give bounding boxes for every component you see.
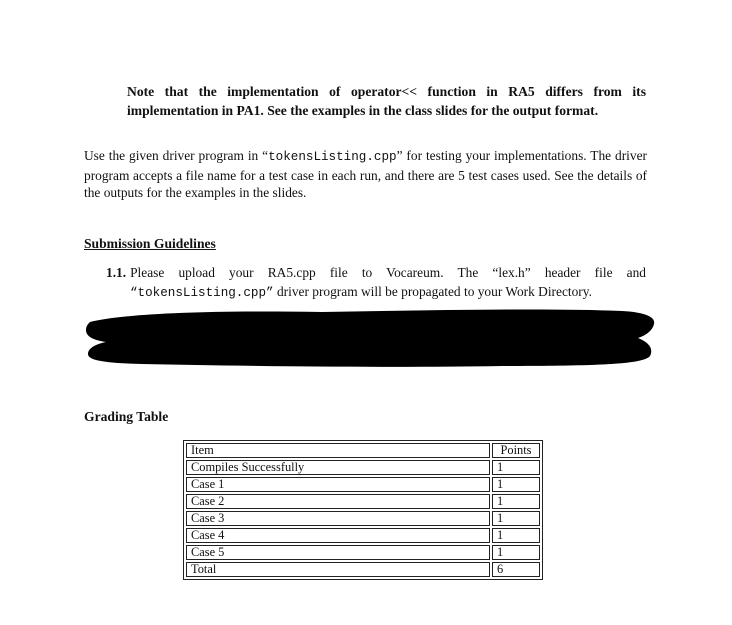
row-item: Total	[186, 562, 490, 577]
item-driver-filename: “tokensListing.cpp”	[130, 286, 274, 300]
driver-filename: tokensListing.cpp	[268, 150, 397, 164]
row-points: 1	[492, 528, 540, 543]
row-points: 1	[492, 494, 540, 509]
grading-heading: Grading Table	[84, 409, 169, 424]
item-line-2: driver program will be propagated to your Work Directory.	[273, 284, 592, 299]
row-points: 1	[492, 511, 540, 526]
paragraph-text-start: Use the given driver program in “	[84, 148, 269, 163]
row-item: Case 4	[186, 528, 490, 543]
row-item: Case 5	[186, 545, 490, 560]
table-row	[186, 511, 540, 526]
table-row	[186, 494, 540, 509]
column-header-points: Points	[492, 443, 540, 458]
column-header-item: Item	[186, 443, 490, 458]
grading-table	[183, 440, 543, 580]
row-item: Compiles Successfully	[186, 460, 490, 475]
paragraph-text-end: ” for testing your implementations. The driver program accepts a file name for a test case in each run, and there are 5 test cases used. See the details of the outputs for the examples in the slides.	[84, 148, 647, 200]
submission-heading: Submission Guidelines	[84, 236, 216, 251]
submission-item	[106, 263, 646, 303]
table-row	[186, 528, 540, 543]
item-line-1: Please upload your RA5.cpp file to Vocareum. The “lex.h” header file and	[130, 265, 646, 280]
table-header-row	[186, 443, 540, 458]
item-number: 1.1.	[106, 265, 127, 280]
row-item: Case 1	[186, 477, 490, 492]
implementation-note: Note that the implementation of operator<< function in RA5 differs from its implementation in PA1. See the examples in the class slides for the output format.	[127, 84, 646, 118]
table-row-total	[186, 562, 540, 577]
row-points: 1	[492, 460, 540, 475]
row-item: Case 3	[186, 511, 490, 526]
driver-paragraph	[84, 147, 647, 202]
table-row	[186, 460, 540, 475]
row-points: 6	[492, 562, 540, 577]
row-points: 1	[492, 545, 540, 560]
row-item: Case 2	[186, 494, 490, 509]
row-points: 1	[492, 477, 540, 492]
table-row	[186, 477, 540, 492]
redaction-mark	[82, 308, 656, 368]
table-row	[186, 545, 540, 560]
